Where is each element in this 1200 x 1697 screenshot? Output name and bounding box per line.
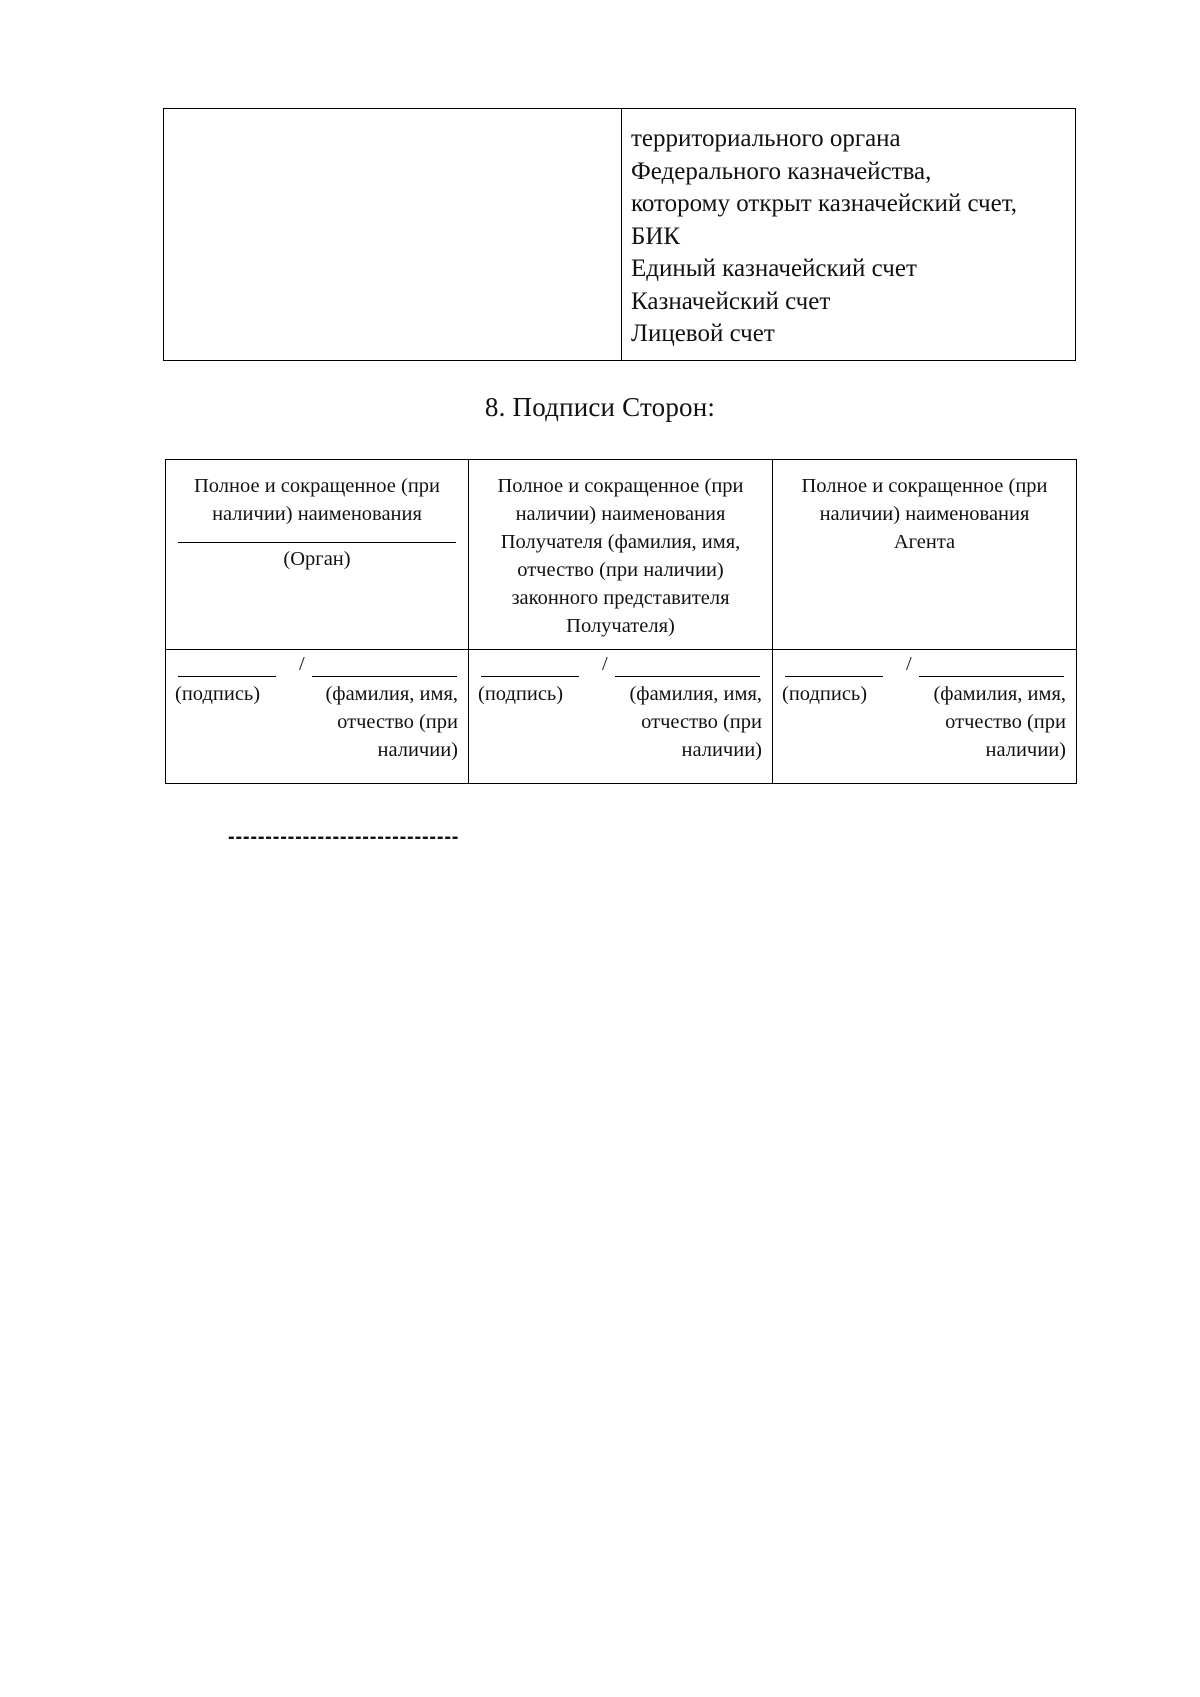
signature-label: (подпись) bbox=[175, 683, 261, 705]
header-line: Полное и сокращенное (при bbox=[801, 475, 1048, 497]
name-label-line: (фамилия, имя, bbox=[629, 683, 762, 705]
name-blank bbox=[919, 676, 1064, 677]
header-line: наличии) наименования bbox=[212, 503, 422, 525]
bank-details-line: Лицевой счет bbox=[631, 320, 775, 347]
bank-details-line: Казначейский счет bbox=[631, 287, 831, 315]
agent-header-cell bbox=[773, 460, 1076, 650]
bank-details-line: Единый казначейский счет bbox=[631, 255, 917, 282]
slash: / bbox=[299, 653, 305, 675]
slash: / bbox=[602, 653, 608, 675]
name-label-line: наличии) bbox=[681, 739, 762, 761]
header-line: наличии) наименования bbox=[819, 503, 1030, 525]
organ-name-blank bbox=[178, 532, 456, 543]
organ-header-cell bbox=[166, 460, 469, 650]
header-line: Полное и сокращенное (при bbox=[193, 475, 441, 497]
name-label bbox=[906, 680, 1066, 764]
header-line: наличии) наименования bbox=[515, 503, 726, 525]
header-line: отчество (при наличии) bbox=[517, 559, 724, 581]
bank-details-right-cell bbox=[622, 109, 1075, 360]
name-label-line: отчество (при bbox=[641, 711, 762, 733]
slash: / bbox=[906, 653, 912, 675]
header-line: Получателя) bbox=[566, 615, 675, 637]
agent-signature-cell bbox=[773, 650, 1076, 783]
signature-label: (подпись) bbox=[478, 683, 564, 705]
end-separator: ------------------------------- bbox=[228, 826, 460, 848]
bank-details-left-cell bbox=[164, 109, 622, 360]
signature-blank bbox=[178, 676, 276, 677]
name-blank bbox=[615, 676, 760, 677]
recipient-signature-cell bbox=[469, 650, 773, 783]
organ-signature-cell bbox=[166, 650, 469, 783]
name-label-line: наличии) bbox=[377, 739, 458, 761]
name-label-line: (фамилия, имя, bbox=[325, 683, 458, 705]
organ-label: (Орган) bbox=[283, 548, 351, 570]
bank-details-line: территориального органа bbox=[631, 125, 901, 152]
name-label-line: наличии) bbox=[985, 739, 1066, 761]
section-title: 8. Подписи Сторон: bbox=[484, 392, 716, 422]
bank-details-line: которому открыт казначейский счет, bbox=[631, 190, 1018, 217]
header-line: Полное и сокращенное (при bbox=[497, 475, 744, 497]
header-line: законного представителя bbox=[511, 587, 730, 609]
name-label bbox=[298, 680, 458, 764]
recipient-header-cell bbox=[469, 460, 773, 650]
name-label-line: отчество (при bbox=[337, 711, 458, 733]
name-label-line: (фамилия, имя, bbox=[933, 683, 1066, 705]
name-label bbox=[602, 680, 762, 764]
signature-blank bbox=[481, 676, 579, 677]
signature-blank bbox=[785, 676, 883, 677]
bank-details-line: БИК bbox=[631, 222, 681, 250]
header-line: Агента bbox=[893, 531, 956, 553]
name-label-line: отчество (при bbox=[945, 711, 1066, 733]
signatures-table bbox=[165, 459, 1077, 784]
bank-details-line: Федерального казначейства, bbox=[631, 157, 932, 185]
name-blank bbox=[312, 676, 457, 677]
signature-label: (подпись) bbox=[782, 683, 868, 705]
bank-details-table bbox=[163, 108, 1076, 361]
header-line: Получателя (фамилия, имя, bbox=[500, 531, 741, 553]
